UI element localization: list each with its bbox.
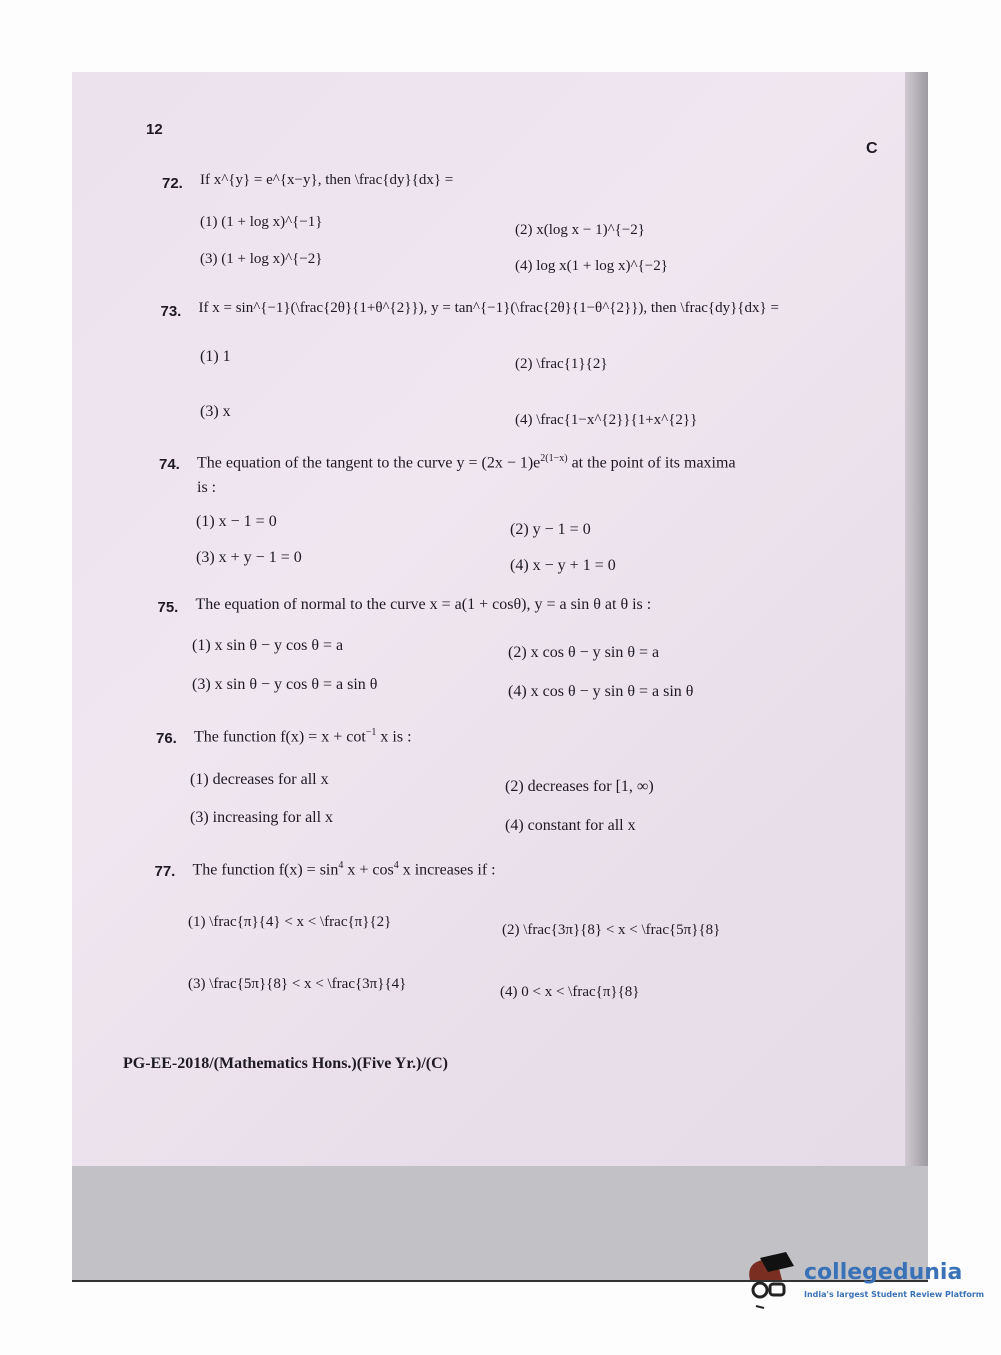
answer-option: (4) 0 < x < \frac{π}{8} xyxy=(500,984,640,1000)
question-stem: The equation of the tangent to the curve $y = (2x - 1)e^{2(1-x)}$ at the point of its maxima xyxy=(197,453,736,472)
answer-option: (3) (1 + log x)^{−2} xyxy=(200,251,323,267)
brand-tagline: India's largest Student Review Platform xyxy=(804,1290,985,1299)
answer-option: (3) \frac{5π}{8} < x < \frac{3π}{4} xyxy=(188,976,407,992)
answer-option: (1) 1 xyxy=(200,348,231,365)
brand-name: collegedunia xyxy=(804,1260,963,1285)
collegedunia-watermark xyxy=(742,1250,985,1315)
answer-option: (2) x cos θ − y sin θ = a xyxy=(508,644,660,661)
question-number: 75. xyxy=(157,599,179,616)
answer-option: (3) increasing for all x xyxy=(190,809,334,826)
page-number: 12 xyxy=(146,121,163,138)
answer-option: (1) decreases for all x xyxy=(190,771,329,788)
question-number: 74. xyxy=(159,456,180,473)
answer-option: (1) x − 1 = 0 xyxy=(196,513,277,530)
answer-option: (4) \frac{1−x^{2}}{1+x^{2}} xyxy=(515,412,698,428)
answer-option: (1) (1 + log x)^{−1} xyxy=(200,214,323,230)
answer-option: (1) x sin θ − y cos θ = a xyxy=(192,637,344,654)
question-stem: The equation of normal to the curve x = a(1 + cosθ), y = a sin θ at θ is : xyxy=(195,596,652,613)
booklet-series: C xyxy=(866,140,878,157)
question-number: 76. xyxy=(156,730,177,747)
question-stem: The function $f(x) = x + \cot^{-1} x$ is : xyxy=(194,727,412,746)
answer-option: (2) decreases for [1, ∞) xyxy=(505,778,654,795)
answer-option: (3) x xyxy=(200,403,231,420)
answer-option: (2) x(log x − 1)^{−2} xyxy=(515,222,646,238)
answer-option: (3) x + y − 1 = 0 xyxy=(196,549,302,566)
question-stem: The function $f(x) = \sin^4 x + \cos^4 x$ increases if : xyxy=(192,860,496,879)
question-number: 72. xyxy=(162,175,183,192)
answer-option: (2) y − 1 = 0 xyxy=(510,521,591,538)
answer-option: (2) \frac{1}{2} xyxy=(515,356,608,372)
question-stem: If x^{y} = e^{x−y}, then \frac{dy}{dx} = xyxy=(200,172,454,188)
answer-option: (4) x cos θ − y sin θ = a sin θ xyxy=(508,683,694,700)
answer-option: (4) log x(1 + log x)^{−2} xyxy=(515,258,668,274)
mascot-icon xyxy=(742,1250,802,1310)
scanned-page xyxy=(72,72,928,1166)
question-stem: If x = sin^{−1}(\frac{2θ}{1+θ^{2}}), y = tan^{−1}(\frac{2θ}{1−θ^{2}}), then \frac{dy}{dx} = xyxy=(198,300,779,316)
answer-option: (4) constant for all x xyxy=(505,817,636,834)
answer-option: (3) x sin θ − y cos θ = a sin θ xyxy=(192,676,378,693)
question-number: 77. xyxy=(154,863,176,880)
answer-option: (4) x − y + 1 = 0 xyxy=(510,557,616,574)
question-stem-continued: is : xyxy=(197,479,217,496)
answer-option: (2) \frac{3π}{8} < x < \frac{5π}{8} xyxy=(502,922,721,938)
footer-code: PG-EE-2018/(Mathematics Hons.)(Five Yr.)/(C) xyxy=(123,1055,448,1072)
page-edge-shadow xyxy=(905,72,928,1282)
question-number: 73. xyxy=(160,303,182,320)
answer-option: (1) \frac{π}{4} < x < \frac{π}{2} xyxy=(188,914,392,930)
